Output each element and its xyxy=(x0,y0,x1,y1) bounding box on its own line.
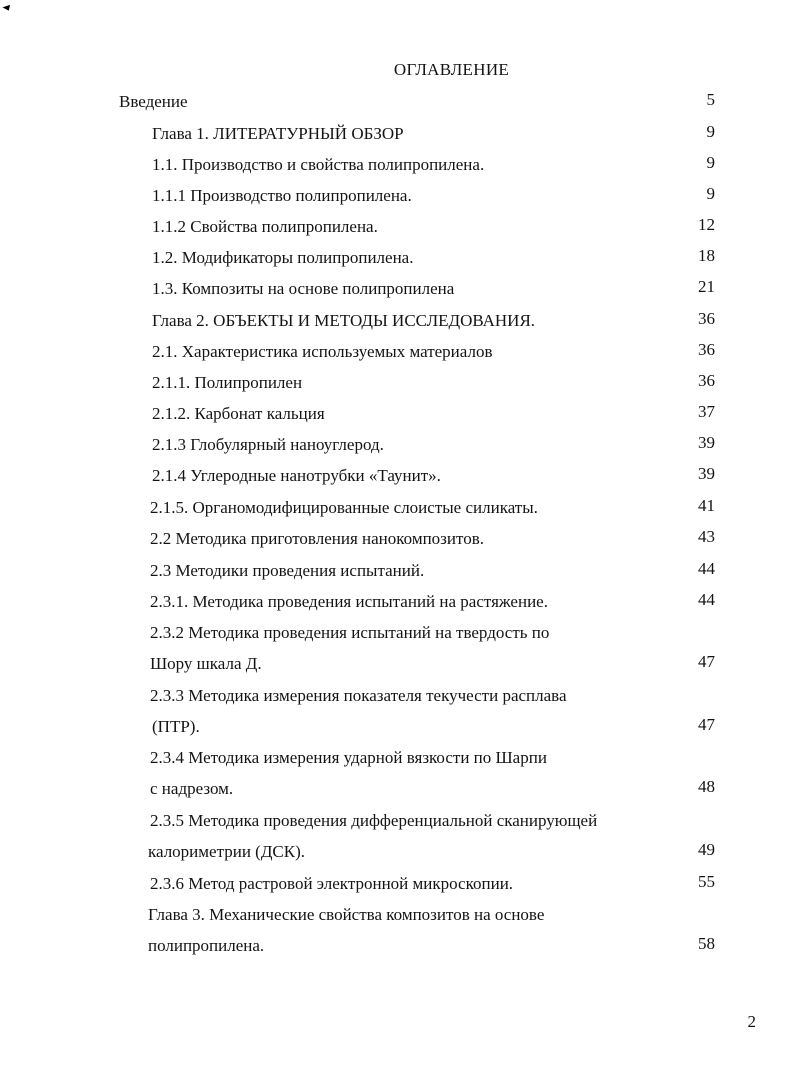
toc-entry-text: 2.1.2. Карбонат кальция xyxy=(152,404,325,423)
toc-entry-text: 2.1.3 Глобулярный наноуглерод. xyxy=(152,435,384,454)
toc-entry-page: 39 xyxy=(698,464,715,483)
toc-entry-page: 39 xyxy=(698,433,715,452)
toc-entry-page: 9 xyxy=(706,153,715,172)
toc-entry-page: 48 xyxy=(698,777,715,796)
document-title: ОГЛАВЛЕНИЕ xyxy=(393,60,510,79)
toc-entry-text: полипропилена. xyxy=(148,936,265,955)
toc-entry-text: 2.3.2 Методика проведения испытаний на твердость по xyxy=(150,623,550,642)
toc-entry-text: Глава 2. ОБЪЕКТЫ И МЕТОДЫ ИССЛЕДОВАНИЯ. xyxy=(152,311,536,330)
toc-entry-page: 18 xyxy=(698,246,715,265)
toc-entry-text: (ПТР). xyxy=(152,717,200,736)
toc-entry-text: 2.1.5. Органомодифицированные слоистые силикаты. xyxy=(150,498,538,517)
toc-entry-page: 36 xyxy=(698,371,715,390)
toc-entry-page: 9 xyxy=(706,184,715,203)
toc-entry-page: 5 xyxy=(706,90,715,109)
toc-entry-text: 2.1.4 Углеродные нанотрубки «Таунит». xyxy=(152,466,441,485)
toc-entry-text: Глава 1. ЛИТЕРАТУРНЫЙ ОБЗОР xyxy=(152,124,404,143)
toc-entry-text: Глава 3. Механические свойства композитов на основе xyxy=(148,905,545,924)
toc-entry-text: 1.3. Композиты на основе полипропилена xyxy=(152,279,455,298)
toc-entry-page: 58 xyxy=(698,934,715,953)
toc-entry-text: 2.3.6 Метод растровой электронной микроскопии. xyxy=(150,874,514,893)
toc-entry-page: 37 xyxy=(698,402,715,421)
toc-entry-text: 2.3 Методики проведения испытаний. xyxy=(150,561,425,580)
scan-corner-mark xyxy=(2,5,11,12)
toc-entry-text: 2.3.4 Методика измерения ударной вязкости по Шарпи xyxy=(150,748,547,767)
toc-entry-text: Введение xyxy=(119,92,188,111)
toc-entry-page: 12 xyxy=(698,215,715,234)
page-number: 2 xyxy=(747,1012,756,1031)
toc-entry-text: Шору шкала Д. xyxy=(150,654,262,673)
toc-entry-text: 2.1.1. Полипропилен xyxy=(152,373,303,392)
toc-entry-text: 1.1.2 Свойства полипропилена. xyxy=(152,217,378,236)
toc-entry-page: 41 xyxy=(698,496,715,515)
toc-entry-text: 1.2. Модификаторы полипропилена. xyxy=(152,248,414,267)
toc-entry-text: 2.2 Методика приготовления нанокомпозитов. xyxy=(150,529,484,548)
toc-entry-text: калориметрии (ДСК). xyxy=(148,842,306,861)
toc-entry-text: 2.3.3 Методика измерения показателя текучести расплава xyxy=(150,686,567,705)
toc-entry-text: 2.3.1. Методика проведения испытаний на растяжение. xyxy=(150,592,548,611)
toc-entry-text: 1.1.1 Производство полипропилена. xyxy=(152,186,412,205)
toc-entry-page: 36 xyxy=(698,309,715,328)
toc-entry-page: 55 xyxy=(698,872,715,891)
toc-entry-text: с надрезом. xyxy=(150,779,234,798)
toc-entry-page: 44 xyxy=(698,590,715,609)
toc-entry-page: 43 xyxy=(698,527,715,546)
toc-entry-text: 1.1. Производство и свойства полипропилена. xyxy=(152,155,485,174)
toc-entry-text: 2.1. Характеристика используемых материалов xyxy=(152,342,493,361)
toc-entry-page: 44 xyxy=(698,559,715,578)
toc-entry-page: 9 xyxy=(706,122,715,141)
toc-entry-page: 49 xyxy=(698,840,715,859)
toc-entry-page: 36 xyxy=(698,340,715,359)
toc-entry-page: 21 xyxy=(698,277,715,296)
toc-entry-page: 47 xyxy=(698,715,715,734)
toc-entry-page: 47 xyxy=(698,652,715,671)
toc-entry-text: 2.3.5 Методика проведения дифференциальной сканирующей xyxy=(150,811,598,830)
